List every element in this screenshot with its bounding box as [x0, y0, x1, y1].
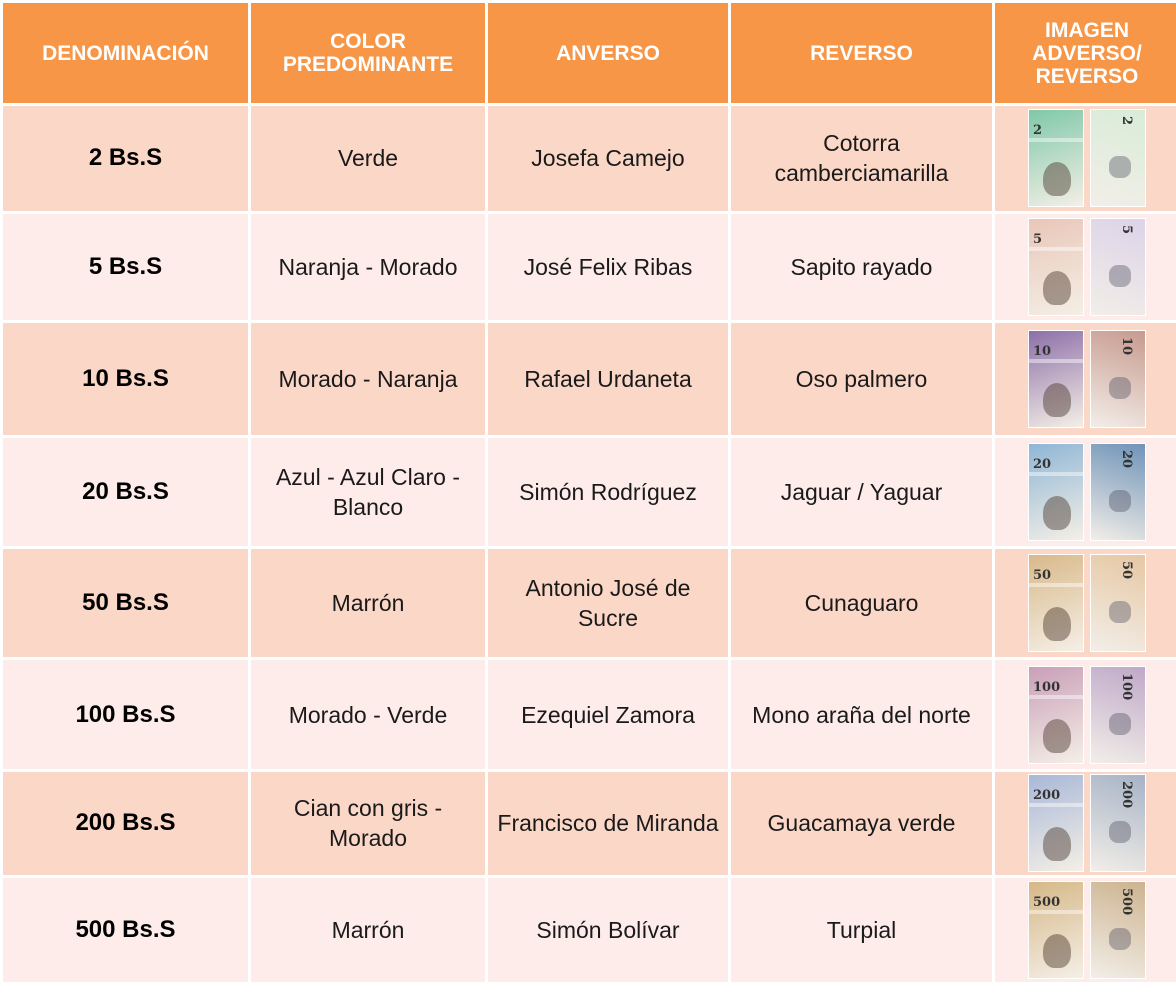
banknote-back-number: 10 [1119, 336, 1134, 356]
denomination-cell: 200 Bs.S [3, 772, 248, 875]
anverso-cell: Antonio José de Sucre [488, 549, 728, 657]
banknote-back-image [1090, 443, 1146, 541]
banknote-pair [995, 106, 1176, 211]
banknote-front-number: 20 [1033, 457, 1052, 472]
banknote-front-number: 200 [1033, 788, 1061, 804]
banknote-front-number: 500 [1033, 894, 1061, 910]
anverso-cell: Simón Bolívar [488, 878, 728, 982]
denomination-cell: 2 Bs.S [3, 106, 248, 211]
banknote-pair [995, 772, 1176, 875]
banknote-pair [995, 323, 1176, 435]
banknote-back-image [1090, 774, 1146, 872]
reverso-cell: Guacamaya verde [731, 772, 992, 875]
banknote-back-image [1090, 330, 1146, 428]
anverso-cell: Simón Rodríguez [488, 438, 728, 546]
color-cell: Azul - Azul Claro - Blanco [251, 438, 485, 546]
banknote-back-number: 50 [1119, 561, 1134, 580]
banknote-back-image [1090, 881, 1146, 979]
color-cell: Naranja - Morado [251, 214, 485, 320]
header-row [3, 3, 1176, 103]
banknote-back-number: 2 [1119, 116, 1134, 126]
denomination-cell: 500 Bs.S [3, 878, 248, 982]
anverso-cell: Rafael Urdaneta [488, 323, 728, 435]
banknote-front-image [1028, 218, 1084, 316]
banknote-front-image [1028, 554, 1084, 652]
banknote-back-number: 500 [1119, 887, 1134, 916]
color-cell: Marrón [251, 549, 485, 657]
banknote-image-cell [995, 214, 1176, 320]
banknote-front-number: 10 [1033, 343, 1052, 359]
table-row [3, 214, 1176, 320]
table-row [3, 323, 1176, 435]
denomination-cell: 5 Bs.S [3, 214, 248, 320]
table-row [3, 438, 1176, 546]
banknote-front-number: 5 [1033, 231, 1043, 247]
table-row [3, 772, 1176, 875]
denomination-cell: 100 Bs.S [3, 660, 248, 769]
denomination-cell: 10 Bs.S [3, 323, 248, 435]
banknote-front-image [1028, 443, 1084, 541]
banknote-back-number: 20 [1119, 450, 1134, 469]
header-denominacion: DENOMINACIÓN [3, 3, 248, 103]
banknote-image-cell [995, 878, 1176, 982]
banknote-pair [995, 214, 1176, 320]
banknote-front-number: 2 [1033, 123, 1043, 139]
banknote-front-image [1028, 109, 1084, 207]
table-row [3, 878, 1176, 982]
reverso-cell: Turpial [731, 878, 992, 982]
banknote-front-image [1028, 666, 1084, 764]
banknote-pair [995, 878, 1176, 982]
color-cell: Cian con gris - Morado [251, 772, 485, 875]
banknote-pair [995, 660, 1176, 769]
anverso-cell: Ezequiel Zamora [488, 660, 728, 769]
header-imagen: IMAGEN ADVERSO/ REVERSO [995, 3, 1176, 103]
banknote-back-number: 100 [1119, 672, 1134, 700]
banknote-back-image [1090, 109, 1146, 207]
anverso-cell: Josefa Camejo [488, 106, 728, 211]
banknote-pair [995, 438, 1176, 546]
reverso-cell: Cotorra camberciamarilla [731, 106, 992, 211]
reverso-cell: Cunaguaro [731, 549, 992, 657]
header-color: COLOR PREDOMINANTE [251, 3, 485, 103]
anverso-cell: Francisco de Miranda [488, 772, 728, 875]
banknote-back-number: 5 [1119, 224, 1134, 234]
banknote-front-image [1028, 330, 1084, 428]
color-cell: Verde [251, 106, 485, 211]
banknote-image-cell [995, 106, 1176, 211]
header-anverso: ANVERSO [488, 3, 728, 103]
reverso-cell: Oso palmero [731, 323, 992, 435]
color-cell: Morado - Verde [251, 660, 485, 769]
banknote-pair [995, 549, 1176, 657]
denomination-cell: 50 Bs.S [3, 549, 248, 657]
banknote-back-image [1090, 218, 1146, 316]
color-cell: Marrón [251, 878, 485, 982]
banknote-front-number: 50 [1033, 568, 1052, 583]
banknote-back-number: 200 [1119, 781, 1134, 809]
banknote-image-cell [995, 323, 1176, 435]
banknote-image-cell [995, 660, 1176, 769]
reverso-cell: Jaguar / Yaguar [731, 438, 992, 546]
banknote-back-image [1090, 554, 1146, 652]
denomination-cell: 20 Bs.S [3, 438, 248, 546]
banknote-image-cell [995, 549, 1176, 657]
anverso-cell: José Felix Ribas [488, 214, 728, 320]
color-cell: Morado - Naranja [251, 323, 485, 435]
banknote-image-cell [995, 772, 1176, 875]
reverso-cell: Sapito rayado [731, 214, 992, 320]
reverso-cell: Mono araña del norte [731, 660, 992, 769]
table-row [3, 549, 1176, 657]
table-row [3, 660, 1176, 769]
banknote-front-number: 100 [1033, 679, 1061, 695]
table-row [3, 106, 1176, 211]
banknote-image-cell [995, 438, 1176, 546]
header-reverso: REVERSO [731, 3, 992, 103]
banknote-front-image [1028, 774, 1084, 872]
banknote-back-image [1090, 666, 1146, 764]
banknote-front-image [1028, 881, 1084, 979]
